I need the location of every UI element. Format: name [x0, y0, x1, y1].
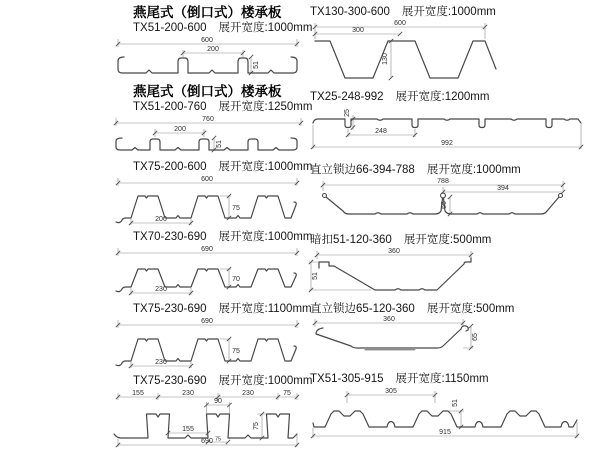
dim-label: 51: [253, 61, 260, 69]
dim-label: 155: [182, 426, 194, 433]
coil-width-label: 展开宽度:1000mm: [218, 375, 313, 387]
dim-label: 200: [207, 46, 219, 53]
profile-drawing: [110, 388, 305, 450]
coil-width-label: 展开宽度:1000mm: [426, 164, 521, 176]
dim-label: 600: [201, 37, 213, 44]
panel-tx130-300-600: [303, 5, 598, 85]
dimensions: [311, 109, 583, 149]
profile-path: [116, 138, 297, 150]
coil-width-label: 展开宽度:500mm: [403, 234, 492, 246]
profile-spec: [303, 233, 598, 247]
model-label: TX75-200-600: [133, 161, 207, 173]
dim-label: 51: [312, 272, 319, 280]
profile-drawing: [110, 244, 305, 298]
dimensions: [116, 37, 299, 75]
profile-drawing: [303, 316, 593, 360]
dim-label: 75: [232, 205, 240, 212]
dim-label: 360: [388, 248, 400, 255]
model-label: TX130-300-600: [310, 6, 390, 18]
model-label: TX25-248-992: [310, 91, 384, 103]
dim-label: 25: [344, 109, 351, 117]
seam-knob-icon: [559, 194, 563, 198]
dim-label: 690: [201, 246, 213, 253]
dim-label: 230: [155, 359, 167, 366]
dim-label: 70: [232, 276, 240, 283]
seam-knob-icon: [323, 194, 327, 198]
dimensions: [313, 316, 479, 350]
profile-drawing: [303, 104, 593, 156]
dim-label: 760: [202, 116, 214, 123]
dimensions: [116, 390, 299, 447]
dim-label: 305: [385, 388, 397, 395]
dim-label: 90: [214, 398, 222, 405]
panel-clip-51-120-360: [303, 233, 598, 299]
dim-label: 66: [441, 201, 448, 209]
profile-path: [116, 339, 296, 366]
profile-spec: [110, 230, 313, 244]
panel-tx75-200-600: [110, 160, 313, 227]
dim-label: 230: [155, 286, 167, 293]
profile-drawing: [110, 316, 305, 370]
model-label: TX51-305-915: [310, 373, 384, 385]
dimensions: [116, 176, 299, 225]
profile-drawing: [110, 35, 305, 77]
profile-drawing: [303, 19, 593, 85]
profile-path: [319, 258, 471, 290]
panel-tx51-200-760: [110, 84, 313, 154]
profile-drawing: [303, 386, 593, 444]
profile-drawing: [303, 247, 593, 299]
panel-seam-66-394-788: [303, 163, 598, 224]
dim-label: 915: [439, 429, 451, 436]
profile-spec: [110, 302, 310, 316]
dim-label: 788: [437, 178, 449, 185]
dim-label: 690: [201, 318, 213, 325]
profile-path: [116, 269, 296, 292]
dimensions: [116, 318, 299, 368]
dim-label: 300: [352, 27, 364, 34]
dim-label: 65: [472, 333, 479, 341]
dim-label: 130: [382, 53, 389, 65]
coil-width-label: 展开宽度:1000mm: [401, 6, 496, 18]
profile-path: [118, 57, 297, 73]
dim-label: 200: [174, 126, 186, 133]
coil-width-label: 展开宽度:1100mm: [218, 303, 312, 315]
profile-spec: [110, 100, 313, 114]
dim-label: 690: [201, 438, 213, 445]
panel-tx70-230-690: [110, 230, 313, 298]
dim-label: 75: [214, 436, 222, 443]
coil-width-label: 展开宽度:1250mm: [218, 101, 313, 113]
profile-path: [114, 414, 297, 438]
model-label: 直立锁边65-120-360: [310, 303, 415, 315]
panel-seam-65-120-360: [303, 302, 598, 360]
profile-drawing: [303, 177, 593, 224]
dim-label: 155: [132, 390, 144, 397]
model-label: TX51-200-760: [133, 101, 207, 113]
dim-label: 230: [182, 390, 194, 397]
profile-spec: [303, 302, 598, 316]
model-label: TX75-230-690: [133, 303, 207, 315]
dim-label: 200: [155, 216, 167, 223]
dim-label: 75: [253, 422, 260, 430]
dim-label: 992: [441, 140, 453, 147]
dimensions: [309, 248, 473, 292]
profile-spec: [303, 90, 598, 104]
dim-label: 394: [497, 185, 509, 192]
panel-tx75-230-690-1100: [110, 302, 310, 370]
profile-path: [313, 411, 577, 427]
profile-path: [315, 41, 496, 78]
seam-knob-icon: [441, 193, 446, 198]
dim-label: 51: [452, 399, 459, 407]
dim-label: 600: [201, 176, 213, 183]
profile-drawing: [110, 174, 305, 227]
dim-label: 51: [216, 140, 223, 148]
dim-label: 75: [232, 348, 240, 355]
dim-label: 230: [242, 390, 254, 397]
coil-width-label: 展开宽度:1200mm: [395, 91, 490, 103]
coil-width-label: 展开宽度:1000mm: [218, 22, 313, 34]
model-label: 直立锁边66-394-788: [310, 164, 415, 176]
model-label: TX51-200-600: [133, 22, 207, 34]
coil-width-label: 展开宽度:1000mm: [218, 161, 313, 173]
profile-spec: [110, 160, 313, 174]
coil-width-label: 展开宽度:1150mm: [395, 373, 489, 385]
coil-width-label: 展开宽度:500mm: [426, 303, 515, 315]
dim-label: 600: [394, 20, 406, 27]
profile-spec: [303, 372, 598, 386]
dim-label: 75: [283, 390, 291, 397]
panel-tx75-230-690-detail: [110, 374, 313, 450]
profile-spec: [303, 5, 598, 19]
model-label: TX70-230-690: [133, 231, 207, 243]
coil-width-label: 展开宽度:1000mm: [218, 231, 313, 243]
section-title: 燕尾式（倒口式）楼承板: [133, 5, 282, 20]
dim-label: 360: [383, 316, 395, 323]
profile-path: [116, 196, 296, 223]
model-label: TX75-230-690: [133, 375, 207, 387]
panel-tx51-200-600: [110, 5, 313, 77]
profile-drawing: [110, 114, 305, 154]
profile-spec: [303, 163, 598, 177]
profile-path: [316, 326, 468, 348]
dim-label: 248: [375, 128, 387, 135]
panel-tx51-305-915: [303, 372, 598, 444]
profile-spec: [110, 21, 313, 35]
panel-tx25-248-992: [303, 90, 598, 156]
profile-spec: [110, 374, 313, 388]
model-label: 暗扣51-120-360: [310, 234, 392, 246]
section-title: 燕尾式（倒口式）楼承板: [133, 84, 282, 99]
